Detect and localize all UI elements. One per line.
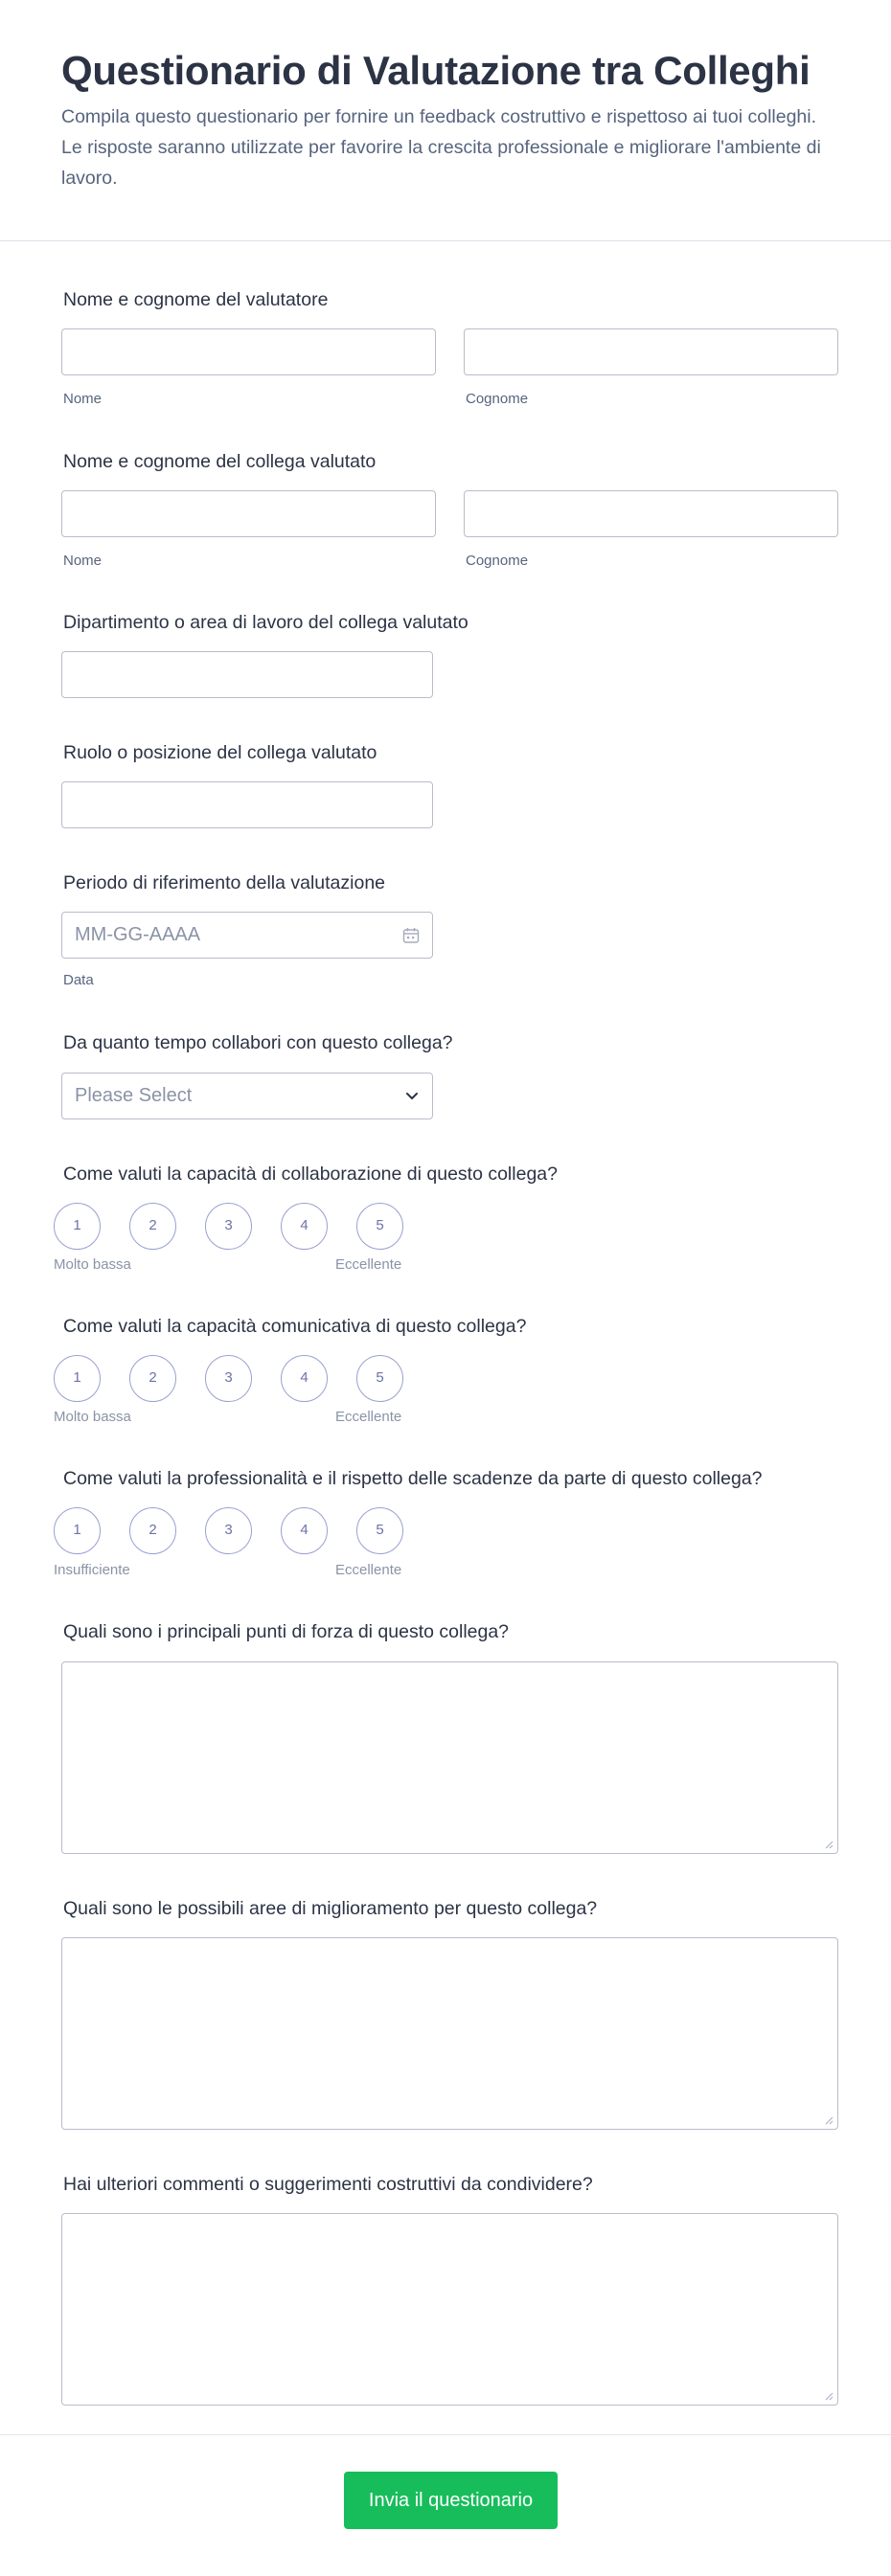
collaboration-low-label: Molto bassa	[54, 1256, 131, 1273]
communication-rating-2[interactable]: 2	[129, 1355, 176, 1402]
collaboration-rating-5[interactable]: 5	[356, 1203, 403, 1250]
calendar-icon[interactable]	[401, 926, 421, 945]
colleague-last-name-input[interactable]	[464, 490, 838, 537]
period-date-input[interactable]	[61, 912, 433, 959]
resize-grip-icon[interactable]	[824, 1840, 834, 1849]
duration-selected-value: Please Select	[75, 1085, 193, 1106]
professionalism-high-label: Eccellente	[335, 1562, 402, 1578]
professionalism-rating-5[interactable]: 5	[356, 1507, 403, 1554]
communication-high-label: Eccellente	[335, 1409, 402, 1425]
strengths-textarea[interactable]	[61, 1661, 838, 1854]
department-label: Dipartimento o area di lavoro del collega valutato	[63, 612, 468, 633]
collaboration-rating-4[interactable]: 4	[281, 1203, 328, 1250]
role-label: Ruolo o posizione del collega valutato	[63, 742, 377, 763]
colleague-last-name-sublabel: Cognome	[466, 553, 529, 569]
improvements-label: Quali sono le possibili aree di miglioramento per questo collega?	[63, 1898, 598, 1919]
colleague-first-name-sublabel: Nome	[63, 553, 103, 569]
evaluator-name-label: Nome e cognome del valutatore	[63, 289, 329, 310]
professionalism-rating-4[interactable]: 4	[281, 1507, 328, 1554]
professionalism-rating-2[interactable]: 2	[129, 1507, 176, 1554]
submit-button[interactable]: Invia il questionario	[344, 2472, 558, 2529]
period-date-placeholder: MM-GG-AAAA	[75, 924, 201, 945]
professionalism-rating	[54, 1507, 418, 1555]
period-label: Periodo di riferimento della valutazione	[63, 872, 386, 893]
communication-label: Come valuti la capacità comunicativa di questo collega?	[63, 1316, 527, 1337]
strengths-label: Quali sono i principali punti di forza di questo collega?	[63, 1621, 510, 1642]
collaboration-label: Come valuti la capacità di collaborazione di questo collega?	[63, 1164, 558, 1185]
communication-rating	[54, 1355, 418, 1403]
department-input[interactable]	[61, 651, 433, 698]
resize-grip-icon[interactable]	[824, 2391, 834, 2401]
collaboration-rating-2[interactable]: 2	[129, 1203, 176, 1250]
evaluator-first-name-sublabel: Nome	[63, 391, 103, 407]
communication-rating-1[interactable]: 1	[54, 1355, 101, 1402]
evaluator-last-name-input[interactable]	[464, 328, 838, 375]
duration-select[interactable]	[61, 1073, 433, 1119]
communication-rating-5[interactable]: 5	[356, 1355, 403, 1402]
improvements-textarea[interactable]	[61, 1937, 838, 2130]
colleague-name-label: Nome e cognome del collega valutato	[63, 451, 377, 472]
evaluator-first-name-input[interactable]	[61, 328, 436, 375]
communication-rating-4[interactable]: 4	[281, 1355, 328, 1402]
professionalism-label: Come valuti la professionalità e il rispetto delle scadenze da parte di questo collega?	[63, 1468, 763, 1489]
colleague-first-name-input[interactable]	[61, 490, 436, 537]
form-header	[0, 0, 891, 241]
professionalism-rating-3[interactable]: 3	[205, 1507, 252, 1554]
collaboration-high-label: Eccellente	[335, 1256, 402, 1273]
professionalism-low-label: Insufficiente	[54, 1562, 130, 1578]
comments-label: Hai ulteriori commenti o suggerimenti costruttivi da condividere?	[63, 2174, 593, 2195]
comments-textarea[interactable]	[61, 2213, 838, 2406]
form-description: Compila questo questionario per fornire un feedback costruttivo e rispettoso ai tuoi colleghi. Le risposte saranno utilizzate per favorire la crescita professionale e migliorare l'ambiente di lavoro.	[61, 106, 821, 189]
chevron-down-icon	[403, 1087, 421, 1104]
role-input[interactable]	[61, 781, 433, 828]
form-title: Questionario di Valutazione tra Colleghi	[61, 48, 811, 93]
communication-low-label: Molto bassa	[54, 1409, 131, 1425]
collaboration-rating	[54, 1203, 418, 1251]
evaluator-last-name-sublabel: Cognome	[466, 391, 529, 407]
period-date-sublabel: Data	[63, 972, 94, 988]
duration-label: Da quanto tempo collabori con questo collega?	[63, 1032, 453, 1053]
communication-rating-3[interactable]: 3	[205, 1355, 252, 1402]
professionalism-rating-1[interactable]: 1	[54, 1507, 101, 1554]
collaboration-rating-3[interactable]: 3	[205, 1203, 252, 1250]
resize-grip-icon[interactable]	[824, 2115, 834, 2125]
collaboration-rating-1[interactable]: 1	[54, 1203, 101, 1250]
